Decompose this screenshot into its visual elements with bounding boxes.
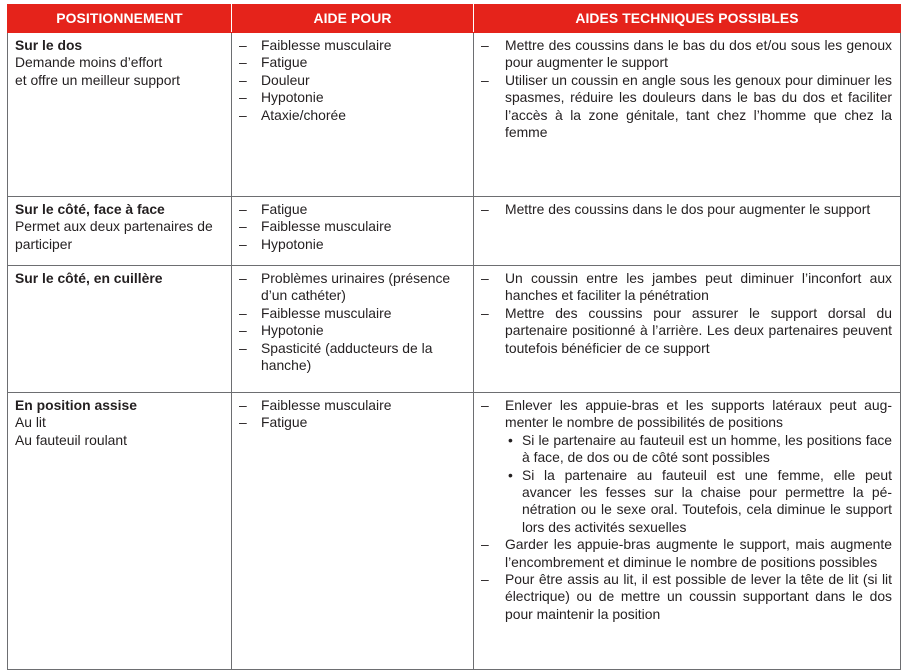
table-row bbox=[8, 33, 901, 197]
position-description: Permet aux deux partenaires de participer bbox=[15, 218, 213, 252]
position-cell bbox=[8, 33, 232, 197]
header-positionnement: POSITIONNEMENT bbox=[8, 5, 232, 33]
technique-item: – Mettre des coussins dans le bas du dos et/ou sous les genoux pour augmenter le support bbox=[481, 37, 892, 72]
position-description: Au fauteuil roulant bbox=[15, 431, 127, 448]
aide-cell bbox=[232, 393, 474, 670]
aide-cell bbox=[232, 33, 474, 197]
position-title: Sur le côté, en cuillère bbox=[15, 270, 163, 286]
header-aide-pour: AIDE POUR bbox=[232, 5, 474, 33]
position-description: Demande moins d’effort bbox=[15, 54, 163, 71]
aide-cell bbox=[232, 197, 474, 266]
position-cell bbox=[8, 393, 232, 670]
table-row bbox=[8, 266, 901, 393]
technique-text: Enlever les appuie-bras et les supports latéraux peut augmenter le nombre de possibilités de positions bbox=[505, 397, 892, 431]
technique-cell bbox=[474, 33, 901, 197]
aide-item: – Fatigue bbox=[239, 54, 465, 71]
aide-item: – Spasticité (adducteurs de la hanche) bbox=[239, 340, 465, 375]
aide-item: – Problèmes urinaires (présence d’un cathéter) bbox=[239, 270, 465, 305]
position-cell bbox=[8, 197, 232, 266]
position-description: Au lit bbox=[15, 414, 46, 431]
table-row bbox=[8, 197, 901, 266]
position-title: Sur le côté, face à face bbox=[15, 201, 165, 217]
technique-item: – Mettre des coussins dans le dos pour augmenter le support bbox=[481, 201, 892, 218]
technique-subitem: • Si le partenaire au fauteuil est un homme, les positions face à face, de dos ou de côté sont possibles bbox=[505, 432, 892, 467]
position-title: En position assise bbox=[15, 397, 137, 413]
table-header-row bbox=[8, 5, 901, 33]
aide-item: – Faiblesse musculaire bbox=[239, 397, 465, 414]
aide-item: – Hypotonie bbox=[239, 322, 465, 339]
technique-subitem: • Si la partenaire au fauteuil est une femme, elle peut avancer les fesses sur la chaise pour permettre la pénétration ou le sexe oral. Toutefois, cela diminue le support lors des activités sexuelles bbox=[505, 467, 892, 537]
aide-item: – Fatigue bbox=[239, 414, 465, 431]
aide-cell bbox=[232, 266, 474, 393]
technique-item: – Un coussin entre les jambes peut diminuer l’inconfort aux hanches et faciliter la pénétration bbox=[481, 270, 892, 305]
aide-item: – Hypotonie bbox=[239, 236, 465, 253]
position-cell bbox=[8, 266, 232, 393]
aide-item: – Faiblesse musculaire bbox=[239, 37, 465, 54]
technique-item: – Garder les appuie-bras augmente le support, mais augmente l’encombrement et diminue le nombre de positions possibles bbox=[481, 536, 892, 571]
technique-cell bbox=[474, 197, 901, 266]
positioning-table bbox=[7, 4, 901, 670]
aide-item: – Fatigue bbox=[239, 201, 465, 218]
aide-item: – Faiblesse musculaire bbox=[239, 218, 465, 235]
technique-item bbox=[481, 397, 892, 536]
aide-item: – Ataxie/chorée bbox=[239, 107, 465, 124]
position-title: Sur le dos bbox=[15, 37, 83, 53]
table-row bbox=[8, 393, 901, 670]
aide-item: – Hypotonie bbox=[239, 89, 465, 106]
aide-item: – Douleur bbox=[239, 72, 465, 89]
technique-item: – Pour être assis au lit, il est possible de lever la tête de lit (si lit électrique) ou de mettre un coussin supportant dans le dos pour maintenir la position bbox=[481, 571, 892, 623]
technique-cell bbox=[474, 266, 901, 393]
header-aides-techniques: AIDES TECHNIQUES POSSIBLES bbox=[474, 5, 901, 33]
technique-cell bbox=[474, 393, 901, 670]
aide-item: – Faiblesse musculaire bbox=[239, 305, 465, 322]
position-description: et offre un meilleur support bbox=[15, 71, 180, 88]
positioning-table-container bbox=[7, 4, 900, 670]
technique-item: – Utiliser un coussin en angle sous les genoux pour diminuer les spasmes, réduire les douleurs dans le bas du dos et faciliter l’accès à la zone génitale, tant chez l’homme que chez la femme bbox=[481, 72, 892, 142]
technique-item: – Mettre des coussins pour assurer le support dorsal du partenaire positionné à l’arrière. Les deux partenaires peuvent toutefois bénéficier de ce support bbox=[481, 305, 892, 357]
